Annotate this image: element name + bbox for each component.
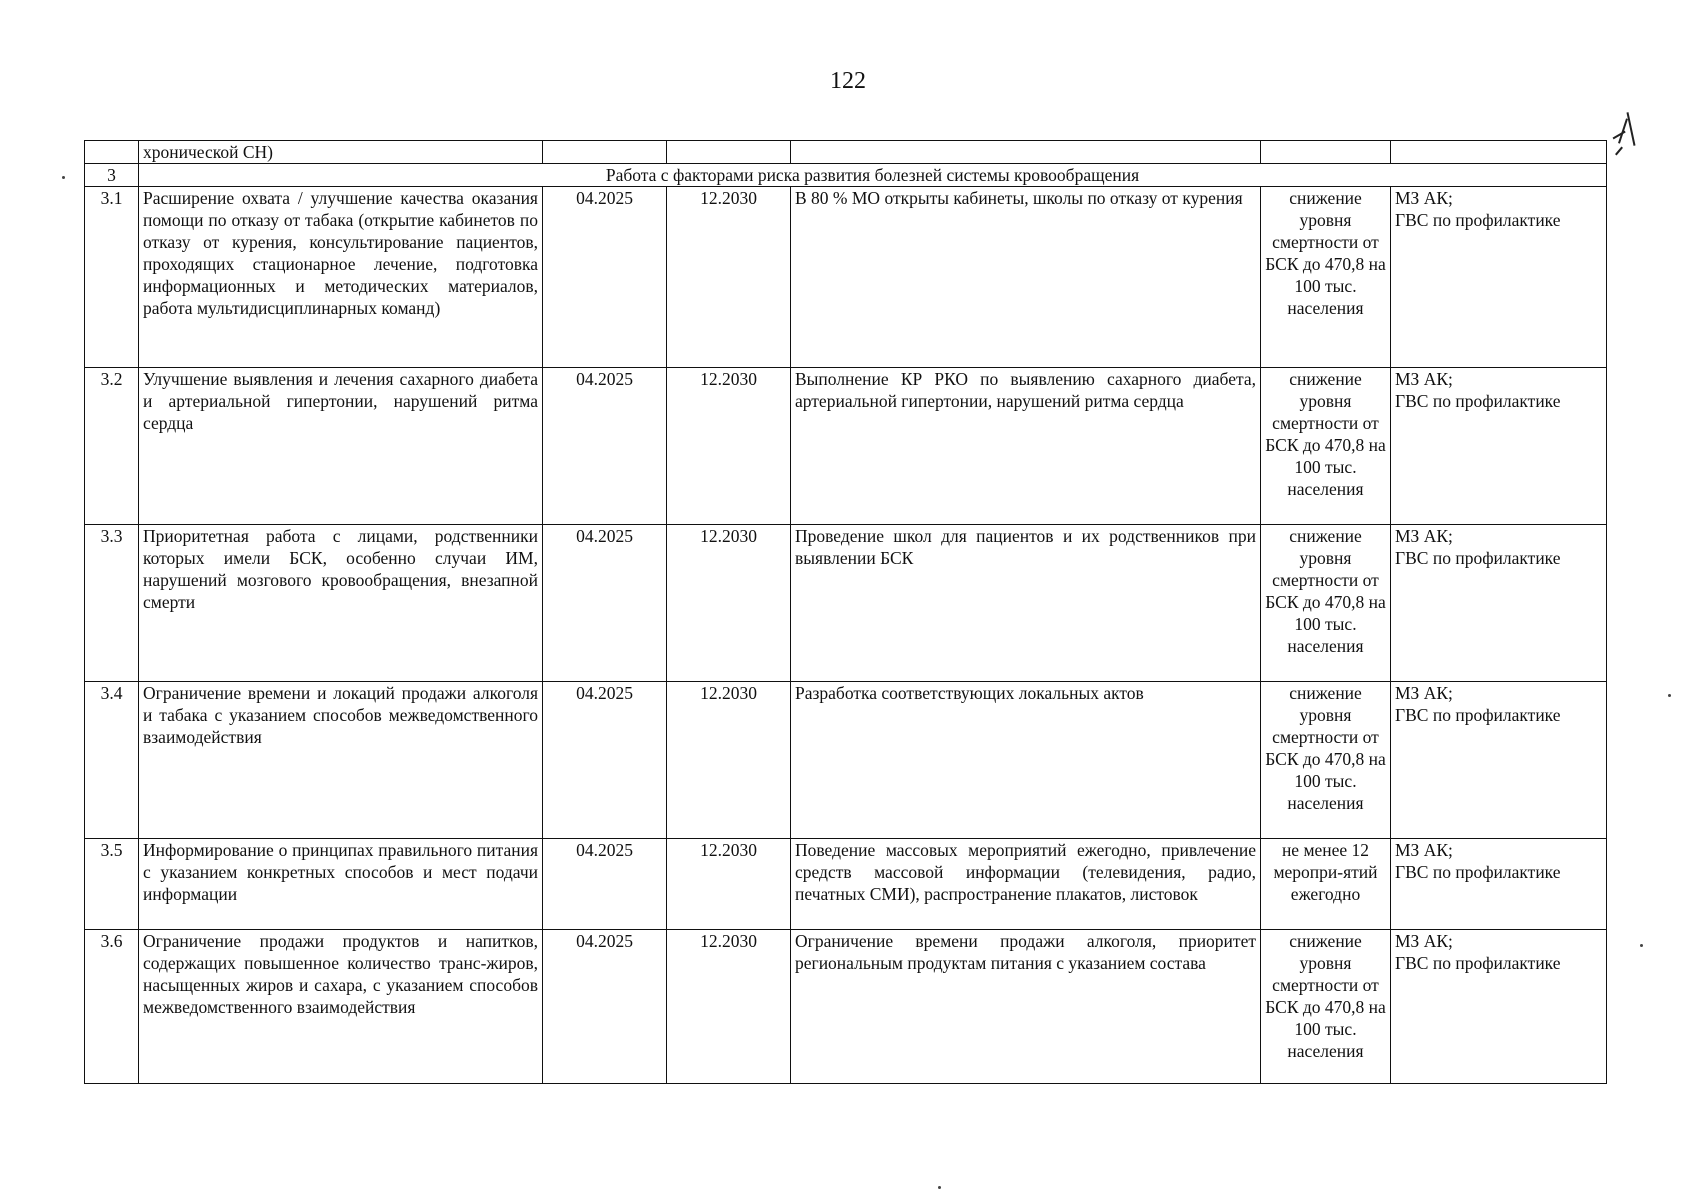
table-row-continuation: [85, 141, 1607, 164]
responsible-line: МЗ АК;: [1395, 188, 1453, 208]
responsible-line: МЗ АК;: [1395, 526, 1453, 546]
activity-text: Ограничение времени и локаций продажи алкоголя и табака с указанием способов межведомственного взаимодействия: [139, 682, 543, 839]
row-number: 3.6: [85, 930, 139, 1084]
table-row: [85, 187, 1607, 368]
expected-result: Выполнение КР РКО по выявлению сахарного диабета, артериальной гипертонии, нарушений ритма сердца: [791, 368, 1261, 525]
row-number: 3.2: [85, 368, 139, 525]
section-number: 3: [85, 164, 139, 187]
responsible-line: МЗ АК;: [1395, 369, 1453, 389]
start-date: 04.2025: [543, 187, 667, 368]
responsible-line: ГВС по профилактике: [1395, 391, 1561, 411]
end-date: 12.2030: [667, 525, 791, 682]
scan-speck: [938, 1186, 941, 1189]
row-number: 3.5: [85, 839, 139, 930]
responsible-line: ГВС по профилактике: [1395, 548, 1561, 568]
responsible-parties: [1391, 368, 1607, 525]
end-date: 12.2030: [667, 930, 791, 1084]
activity-text: Улучшение выявления и лечения сахарного диабета и артериальной гипертонии, нарушений ритма сердца: [139, 368, 543, 525]
start-date: 04.2025: [543, 930, 667, 1084]
start-date: 04.2025: [543, 682, 667, 839]
table-row: [85, 525, 1607, 682]
responsible-parties: [1391, 682, 1607, 839]
table-cell-empty: [1261, 141, 1391, 164]
responsible-line: ГВС по профилактике: [1395, 862, 1561, 882]
expected-result: Поведение массовых мероприятий ежегодно, привлечение средств массовой информации (телевидения, радио, печатных СМИ), распространение плакатов, листовок: [791, 839, 1261, 930]
table-cell-empty: [85, 141, 139, 164]
responsible-line: МЗ АК;: [1395, 840, 1453, 860]
responsible-parties: [1391, 930, 1607, 1084]
table-cell-empty: [667, 141, 791, 164]
responsible-line: МЗ АК;: [1395, 931, 1453, 951]
end-date: 12.2030: [667, 839, 791, 930]
activity-plan-table: [84, 140, 1607, 1084]
activity-text: Расширение охвата / улучшение качества оказания помощи по отказу от табака (открытие кабинетов по отказу от курения, консультирование пациентов, проходящих стационарное лечение, подготовка информационных и методических материалов, работа мультидисциплинарных команд): [139, 187, 543, 368]
target-indicator: снижение уровня смертности от БСК до 470,8 на 100 тыс. населения: [1261, 525, 1391, 682]
scan-speck: [62, 176, 65, 179]
row-number: 3.3: [85, 525, 139, 682]
expected-result: Проведение школ для пациентов и их родственников при выявлении БСК: [791, 525, 1261, 682]
responsible-parties: [1391, 525, 1607, 682]
end-date: 12.2030: [667, 682, 791, 839]
table-row: [85, 368, 1607, 525]
responsible-parties: [1391, 187, 1607, 368]
row-number: 3.1: [85, 187, 139, 368]
target-indicator: снижение уровня смертности от БСК до 470,8 на 100 тыс. населения: [1261, 930, 1391, 1084]
section-title: Работа с факторами риска развития болезней системы кровообращения: [139, 164, 1607, 187]
start-date: 04.2025: [543, 368, 667, 525]
responsible-line: ГВС по профилактике: [1395, 210, 1561, 230]
target-indicator: снижение уровня смертности от БСК до 470,8 на 100 тыс. населения: [1261, 187, 1391, 368]
table-row: [85, 839, 1607, 930]
section-header-row: [85, 164, 1607, 187]
scan-speck: [1640, 944, 1643, 947]
target-indicator: не менее 12 меропри-ятий ежегодно: [1261, 839, 1391, 930]
responsible-line: ГВС по профилактике: [1395, 953, 1561, 973]
continuation-text: хронической СН): [139, 141, 543, 164]
start-date: 04.2025: [543, 525, 667, 682]
end-date: 12.2030: [667, 368, 791, 525]
page-number: 122: [830, 68, 866, 94]
activity-text: Информирование о принципах правильного питания с указанием конкретных способов и мест подачи информации: [139, 839, 543, 930]
expected-result: Разработка соответствующих локальных актов: [791, 682, 1261, 839]
responsible-parties: [1391, 839, 1607, 930]
responsible-line: ГВС по профилактике: [1395, 705, 1561, 725]
table-row: [85, 930, 1607, 1084]
table-cell-empty: [543, 141, 667, 164]
table-row: [85, 682, 1607, 839]
target-indicator: снижение уровня смертности от БСК до 470,8 на 100 тыс. населения: [1261, 682, 1391, 839]
expected-result: В 80 % МО открыты кабинеты, школы по отказу от курения: [791, 187, 1261, 368]
responsible-line: МЗ АК;: [1395, 683, 1453, 703]
row-number: 3.4: [85, 682, 139, 839]
expected-result: Ограничение времени продажи алкоголя, приоритет региональным продуктам питания с указанием состава: [791, 930, 1261, 1084]
scan-speck: [1668, 694, 1671, 697]
table-cell-empty: [791, 141, 1261, 164]
end-date: 12.2030: [667, 187, 791, 368]
activity-text: Ограничение продажи продуктов и напитков, содержащих повышенное количество транс-жиров, насыщенных жиров и сахара, с указанием способов межведомственного взаимодействия: [139, 930, 543, 1084]
target-indicator: снижение уровня смертности от БСК до 470,8 на 100 тыс. населения: [1261, 368, 1391, 525]
activity-text: Приоритетная работа с лицами, родственники которых имели БСК, особенно случаи ИМ, нарушений мозгового кровообращения, внезапной смерти: [139, 525, 543, 682]
table-cell-empty: [1391, 141, 1607, 164]
start-date: 04.2025: [543, 839, 667, 930]
